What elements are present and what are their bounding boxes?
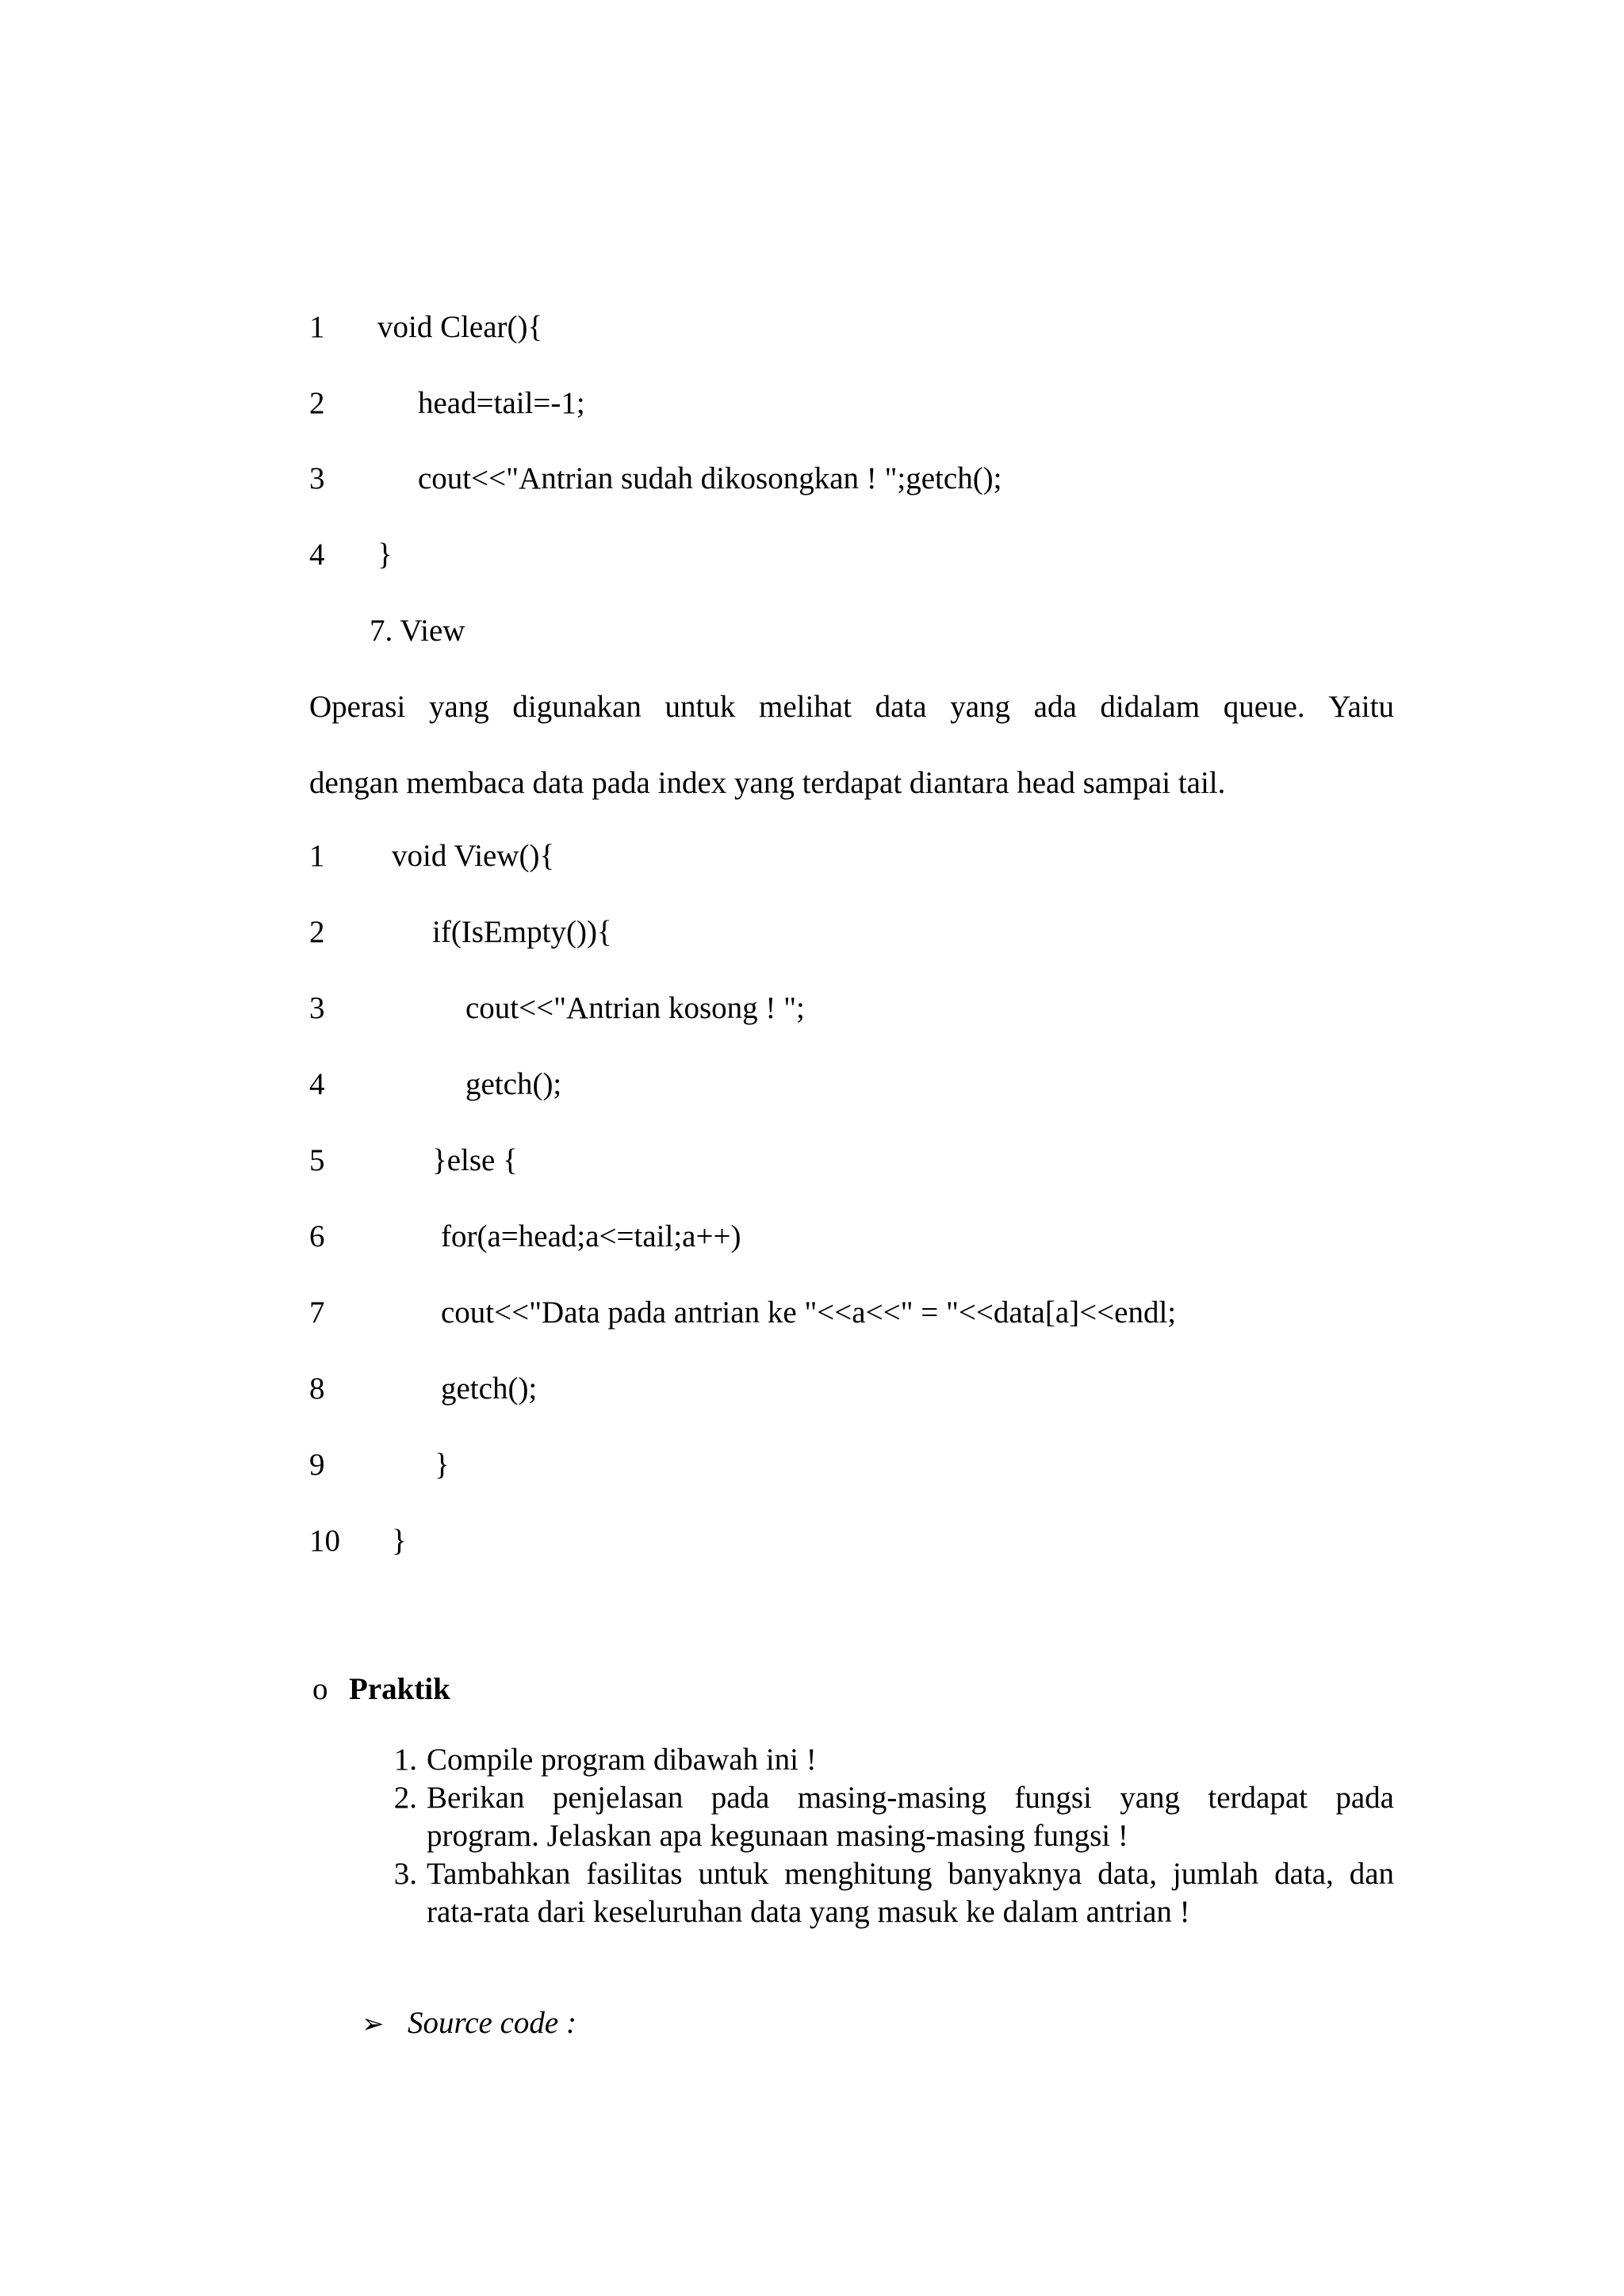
line-number: 1: [309, 839, 325, 873]
word: penjelasan: [552, 1781, 684, 1815]
word: menghitung: [784, 1857, 933, 1891]
word: fasilitas: [586, 1857, 683, 1891]
word: data,: [1097, 1857, 1157, 1891]
code-line: void Clear(){: [377, 310, 543, 344]
line-number: 1: [309, 310, 325, 344]
word: yang: [950, 690, 1011, 724]
word: dan: [1349, 1857, 1394, 1891]
word: data,: [1274, 1857, 1334, 1891]
praktik-list: [381, 1741, 1394, 1931]
word: untuk: [665, 690, 736, 724]
section-heading-view: 7. View: [370, 614, 465, 648]
line-number: 10: [309, 1524, 340, 1558]
code-line: }: [392, 1524, 407, 1558]
code-line: }: [435, 1448, 450, 1482]
code-line: void View(){: [392, 839, 555, 873]
paragraph-line-2: dengan membaca data pada index yang terdapat diantara head sampai tail.: [309, 766, 1226, 800]
word: Operasi: [309, 690, 406, 724]
word: ada: [1033, 690, 1077, 724]
code-line: cout<<"Antrian sudah dikosongkan ! ";getch();: [418, 461, 1002, 496]
list-text: Compile program dibawah ini !: [427, 1743, 817, 1777]
line-number: 4: [309, 538, 325, 572]
word: terdapat: [1208, 1781, 1308, 1815]
code-line: }else {: [432, 1143, 518, 1177]
word: yang: [428, 690, 489, 724]
code-line: head=tail=-1;: [418, 386, 585, 420]
word: queue.: [1223, 690, 1305, 724]
word: untuk: [698, 1857, 769, 1891]
word: Yaitu: [1328, 690, 1394, 724]
source-code-label: Source code :: [408, 2006, 576, 2040]
list-text: [427, 1779, 1394, 1817]
line-number: 8: [309, 1372, 325, 1406]
list-text: program. Jelaskan apa kegunaan masing-masing fungsi !: [427, 1819, 1128, 1853]
word: masing-masing: [797, 1781, 987, 1815]
list-item: [381, 1741, 1394, 1779]
line-number: 3: [309, 991, 325, 1025]
line-number: 5: [309, 1143, 325, 1177]
list-number: 3.: [393, 1857, 417, 1891]
line-number: 2: [309, 915, 325, 949]
code-line: cout<<"Antrian kosong ! ";: [465, 991, 805, 1025]
code-line: }: [377, 538, 393, 572]
list-text: rata-rata dari keseluruhan data yang masuk ke dalam antrian !: [427, 1895, 1190, 1929]
word: digunakan: [512, 690, 642, 724]
word: Berikan: [427, 1781, 525, 1815]
line-number: 9: [309, 1448, 325, 1482]
line-number: 7: [309, 1295, 325, 1330]
line-number: 2: [309, 386, 325, 420]
line-number: 3: [309, 461, 325, 496]
list-number: 1.: [393, 1743, 417, 1777]
code-line: cout<<"Data pada antrian ke "<<a<<" = "<<data[a]<<endl;: [441, 1295, 1177, 1330]
word: melihat: [758, 690, 852, 724]
paragraph-line-1: [309, 688, 1394, 726]
bullet-circle: o: [312, 1672, 328, 1706]
code-line: if(IsEmpty()){: [432, 915, 612, 949]
line-number: 4: [309, 1067, 325, 1101]
code-line: getch();: [441, 1372, 538, 1406]
code-line: for(a=head;a<=tail;a++): [441, 1219, 741, 1253]
word: banyaknya: [948, 1857, 1082, 1891]
line-number: 6: [309, 1219, 325, 1253]
word: didalam: [1100, 690, 1201, 724]
word: fungsi: [1014, 1781, 1092, 1815]
arrow-bullet-icon: ➢: [362, 2010, 385, 2039]
word: pada: [710, 1781, 770, 1815]
word: data: [875, 690, 927, 724]
code-line: getch();: [465, 1067, 562, 1101]
word: jumlah: [1172, 1857, 1259, 1891]
list-item: [381, 1779, 1394, 1855]
word: Tambahkan: [427, 1857, 571, 1891]
list-text: [427, 1855, 1394, 1893]
praktik-heading: Praktik: [349, 1672, 450, 1706]
list-item: [381, 1855, 1394, 1931]
list-number: 2.: [393, 1781, 417, 1815]
word: yang: [1120, 1781, 1181, 1815]
word: pada: [1335, 1781, 1394, 1815]
